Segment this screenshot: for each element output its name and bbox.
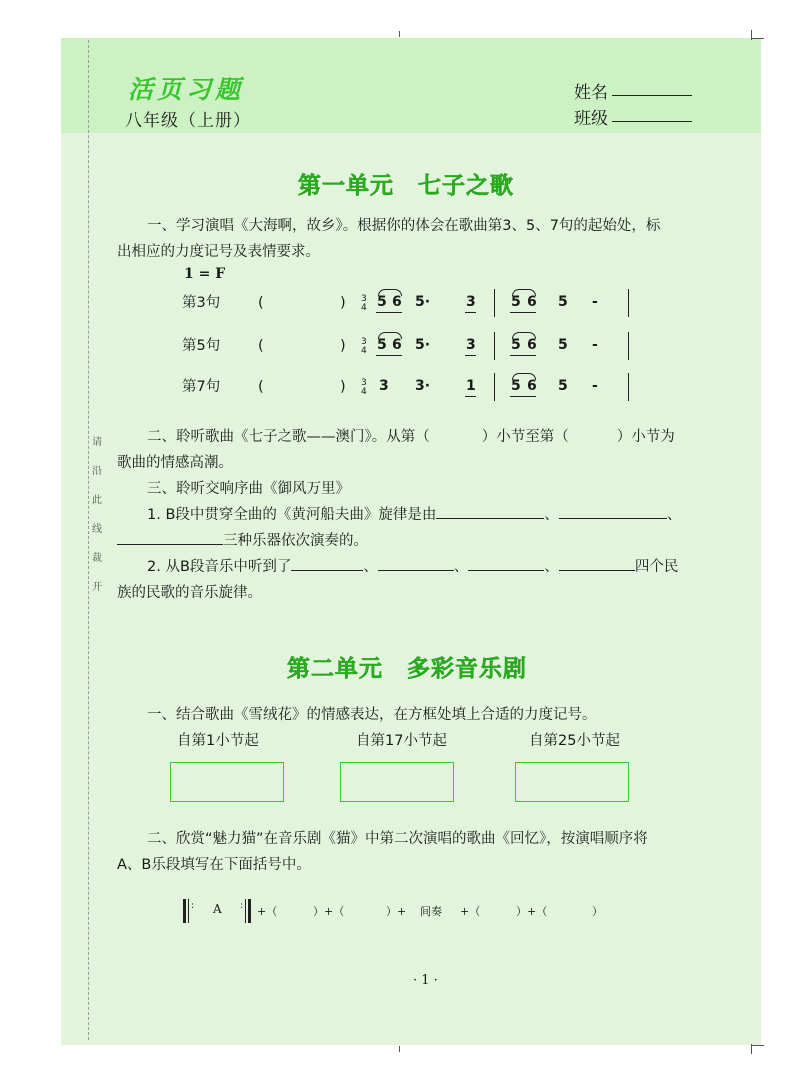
note: 6 bbox=[527, 294, 537, 310]
beam bbox=[510, 396, 536, 397]
instrument-blank-3[interactable] bbox=[117, 530, 223, 545]
folk-song-blank-3[interactable] bbox=[468, 556, 544, 571]
tie bbox=[512, 332, 536, 339]
note: 5 bbox=[558, 337, 568, 353]
time-sig-top: 3 bbox=[361, 294, 367, 304]
cut-line bbox=[88, 40, 89, 1040]
unit1-q3-1-line2 bbox=[117, 529, 368, 553]
tie bbox=[512, 373, 536, 380]
form-close-plus: ）+ bbox=[386, 905, 407, 918]
beam bbox=[376, 312, 402, 313]
unit2-q2-line2: A、B乐段填写在下面括号中。 bbox=[117, 857, 311, 873]
bar-line bbox=[628, 373, 629, 401]
beam bbox=[465, 355, 476, 356]
bar-label-25: 自第25小节起 bbox=[529, 733, 620, 749]
grade-label: 八年级（上册） bbox=[125, 111, 251, 131]
bar-label-1: 自第1小节起 bbox=[177, 733, 259, 749]
note: - bbox=[592, 337, 598, 353]
instrument-blank-1[interactable] bbox=[436, 504, 544, 519]
crop-mark bbox=[752, 38, 764, 39]
time-sig-bottom: 4 bbox=[361, 303, 367, 313]
repeat-start-thick bbox=[183, 899, 186, 923]
dynamics-box-2[interactable] bbox=[340, 762, 454, 802]
note: 5 bbox=[558, 294, 568, 310]
unit1-q3-2-line2: 族的民歌的音乐旋律。 bbox=[117, 585, 262, 601]
folk-song-blank-1[interactable] bbox=[291, 556, 363, 571]
dynamics-box-3[interactable] bbox=[515, 762, 629, 802]
q2-text-b: ）小节至第（ bbox=[481, 429, 569, 445]
class-label: 班级 bbox=[574, 109, 608, 129]
unit1-q1-line2: 出相应的力度记号及表情要求。 bbox=[117, 244, 320, 260]
unit2-title: 第二单元 多彩音乐剧 bbox=[287, 656, 527, 682]
unit1-q1-line1: 一、学习演唱《大海啊，故乡》。根据你的体会在歌曲第3、5、7句的起始处，标 bbox=[147, 218, 661, 234]
separator: 、 bbox=[666, 507, 682, 523]
form-close-open: ）+（ bbox=[313, 905, 345, 918]
q3-2-text: 2. 从B段音乐中听到了 bbox=[147, 559, 292, 575]
bar-line bbox=[494, 289, 495, 317]
cut-char: 裁 bbox=[92, 553, 102, 564]
note: 3 bbox=[379, 378, 389, 394]
note: 5 bbox=[377, 294, 387, 310]
note: 5 bbox=[511, 294, 521, 310]
q3-1-text: 1. B段中贯穿全曲的《黄河船夫曲》旋律是由 bbox=[147, 507, 437, 523]
cut-char: 开 bbox=[92, 582, 102, 593]
note: 6 bbox=[527, 378, 537, 394]
beam bbox=[465, 312, 476, 313]
form-blank-1[interactable] bbox=[283, 900, 313, 918]
note: 1 bbox=[466, 378, 476, 394]
dynamics-box-1[interactable] bbox=[170, 762, 284, 802]
note: 5 bbox=[558, 378, 568, 394]
separator: 、 bbox=[453, 559, 469, 575]
crop-mark bbox=[752, 1045, 764, 1046]
unit2-q1-text: 一、结合歌曲《雪绒花》的情感表达，在方框处填上合适的力度记号。 bbox=[147, 707, 597, 723]
form-close-open-2: ）+（ bbox=[516, 905, 548, 918]
separator: 、 bbox=[544, 507, 559, 523]
unit1-q2-line1 bbox=[147, 425, 675, 449]
crop-mark bbox=[399, 31, 400, 37]
note: 3· bbox=[415, 378, 431, 394]
time-sig-bottom: 4 bbox=[361, 346, 367, 356]
note: 3 bbox=[466, 294, 476, 310]
unit1-title: 第一单元 七子之歌 bbox=[298, 173, 514, 199]
repeat-end-thin bbox=[245, 899, 246, 923]
key-signature: 1 = F bbox=[184, 266, 226, 282]
form-blank-2[interactable] bbox=[356, 900, 386, 918]
beam bbox=[510, 312, 536, 313]
cut-char: 沿 bbox=[92, 466, 102, 477]
note: 5· bbox=[415, 337, 431, 353]
time-sig-bottom: 4 bbox=[361, 387, 367, 397]
phrase-label: 第3句 bbox=[182, 295, 221, 311]
unit1-q3-2-line1 bbox=[147, 555, 678, 579]
repeat-end-thick bbox=[248, 899, 251, 923]
instrument-blank-2[interactable] bbox=[559, 504, 667, 519]
unit1-q3-1-line1 bbox=[147, 503, 681, 527]
answer-close: ) bbox=[340, 295, 346, 311]
form-blank-3[interactable] bbox=[486, 900, 516, 918]
note: 6 bbox=[392, 337, 402, 353]
cut-char: 请 bbox=[92, 437, 102, 448]
class-field[interactable] bbox=[612, 120, 692, 122]
repeat-dots: : bbox=[191, 901, 195, 911]
time-signature bbox=[361, 295, 367, 313]
note: 5 bbox=[377, 337, 387, 353]
answer-open: ( bbox=[258, 295, 264, 311]
q2-text-c: ）小节为 bbox=[616, 429, 675, 445]
form-blank-4[interactable] bbox=[560, 900, 590, 918]
phrase-label: 第5句 bbox=[182, 338, 221, 354]
note: 5· bbox=[415, 294, 431, 310]
crop-mark bbox=[399, 1046, 400, 1052]
tie bbox=[378, 289, 402, 296]
q2-text-a: 二、聆听歌曲《七子之歌——澳门》。从第（ bbox=[147, 429, 430, 445]
time-signature bbox=[361, 379, 367, 397]
folk-song-blank-4[interactable] bbox=[559, 556, 635, 571]
form-close-final: ） bbox=[592, 905, 603, 918]
bar-line bbox=[494, 332, 495, 360]
cut-char: 此 bbox=[92, 495, 102, 506]
beam bbox=[465, 396, 476, 397]
beam bbox=[376, 355, 402, 356]
note: 5 bbox=[511, 378, 521, 394]
note: 6 bbox=[527, 337, 537, 353]
note: 3 bbox=[466, 337, 476, 353]
answer-open: ( bbox=[258, 379, 264, 395]
tie bbox=[378, 332, 402, 339]
name-field[interactable] bbox=[612, 94, 692, 96]
note: - bbox=[592, 378, 598, 394]
q3-2-text-b: 四个民 bbox=[634, 559, 679, 575]
tie bbox=[512, 289, 536, 296]
repeat-dots: : bbox=[240, 901, 244, 911]
cut-instruction bbox=[90, 428, 104, 602]
bar-line bbox=[628, 332, 629, 360]
phrase-label: 第7句 bbox=[182, 379, 221, 395]
repeat-start-thin bbox=[188, 899, 189, 923]
time-sig-top: 3 bbox=[361, 337, 367, 347]
answer-open: ( bbox=[258, 338, 264, 354]
bar-line bbox=[494, 373, 495, 401]
note: - bbox=[592, 294, 598, 310]
beam bbox=[510, 355, 536, 356]
unit2-q2-line1: 二、欣赏“魅力猫”在音乐剧《猫》中第二次演唱的歌曲《回忆》，按演唱顺序将 bbox=[147, 831, 648, 847]
q3-1-text-b: 三种乐器依次演奏的。 bbox=[223, 533, 368, 549]
name-label: 姓名 bbox=[574, 83, 608, 103]
note: 5 bbox=[511, 337, 521, 353]
answer-close: ) bbox=[340, 338, 346, 354]
unit1-q3-title: 三、聆听交响序曲《御风万里》 bbox=[147, 481, 350, 497]
bar-line bbox=[628, 289, 629, 317]
folk-song-blank-2[interactable] bbox=[378, 556, 454, 571]
separator: 、 bbox=[363, 559, 378, 575]
note: 6 bbox=[392, 294, 402, 310]
time-sig-top: 3 bbox=[361, 378, 367, 388]
unit1-q2-line2: 歌曲的情感高潮。 bbox=[117, 455, 233, 471]
section-a: A bbox=[213, 902, 222, 916]
page-number: · 1 · bbox=[413, 973, 438, 988]
cut-char: 线 bbox=[92, 524, 102, 535]
separator: 、 bbox=[544, 559, 559, 575]
brand-title: 活页习题 bbox=[128, 75, 245, 104]
time-signature bbox=[361, 338, 367, 356]
interlude-label: 间奏 bbox=[420, 905, 442, 918]
form-plus-open-2: +（ bbox=[460, 905, 481, 918]
form-plus-open: +（ bbox=[257, 905, 278, 918]
answer-close: ) bbox=[340, 379, 346, 395]
bar-label-17: 自第17小节起 bbox=[356, 733, 447, 749]
